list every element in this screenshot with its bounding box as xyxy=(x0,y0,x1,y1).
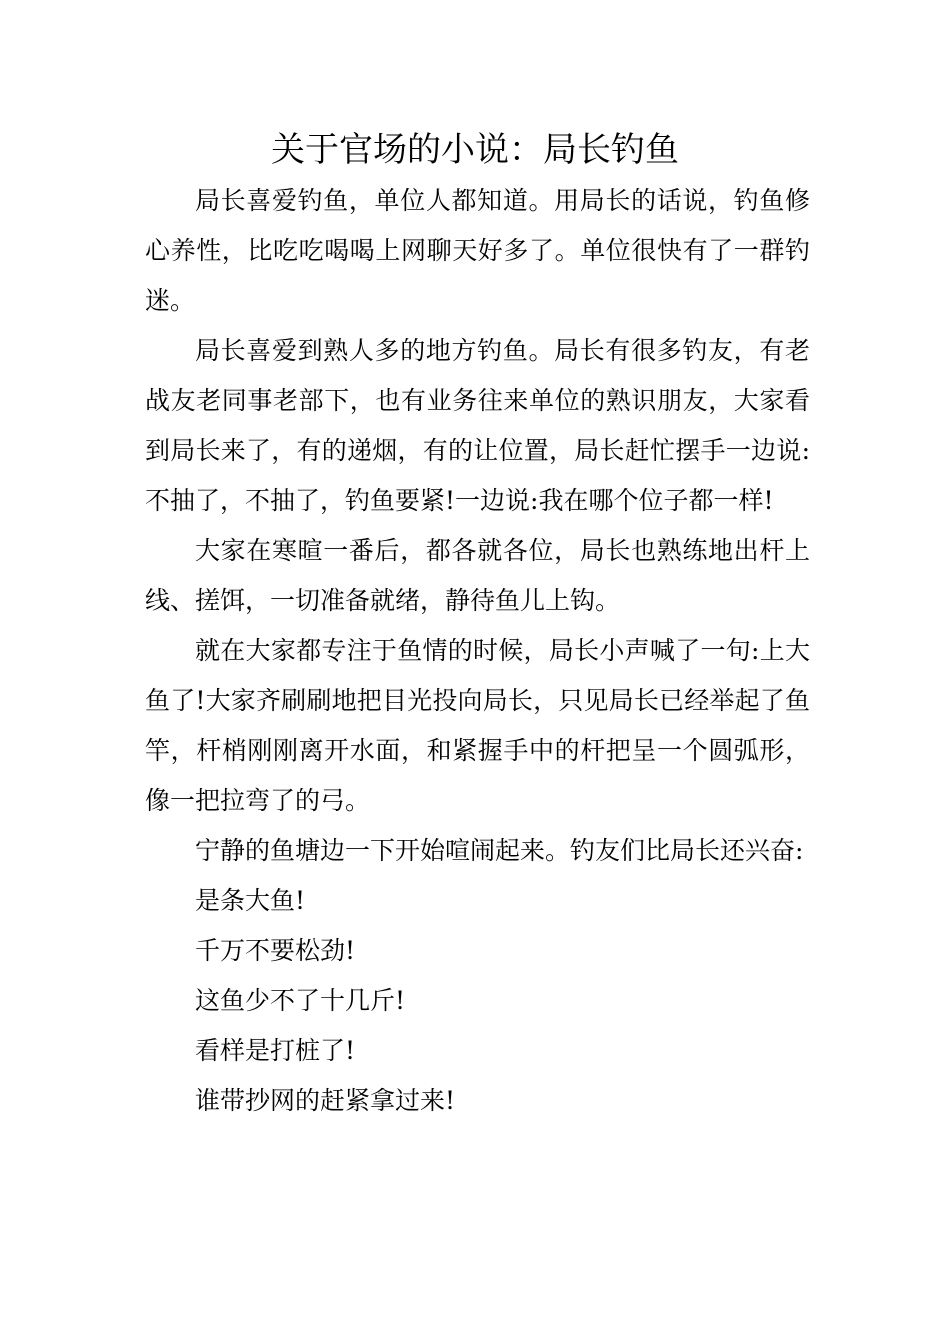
paragraph: 就在大家都专注于鱼情的时候，局长小声喊了一句:上大鱼了!大家齐刷刷地把目光投向局长，只见局长已经举起了鱼竿，杆梢刚刚离开水面，和紧握手中的杆把呈一个圆弧形，像一把拉弯了的弓。 xyxy=(145,636,810,815)
dialogue-line: 看样是打桩了! xyxy=(195,1036,356,1065)
dialogue-line: 千万不要松劲! xyxy=(195,936,356,965)
dialogue-line: 是条大鱼! xyxy=(195,886,306,915)
document-title: 关于官场的小说：局长钓鱼 xyxy=(271,130,679,170)
paragraph: 宁静的鱼塘边一下开始喧闹起来。钓友们比局长还兴奋: xyxy=(195,836,804,865)
document-body xyxy=(145,176,810,1126)
paragraph: 局长喜爱到熟人多的地方钓鱼。局长有很多钓友，有老战友老同事老部下，也有业务往来单位的熟识朋友，大家看到局长来了，有的递烟，有的让位置，局长赶忙摆手一边说:不抽了，不抽了，钓鱼要紧!一边说:我在哪个位子都一样! xyxy=(145,336,810,515)
paragraph: 局长喜爱钓鱼，单位人都知道。用局长的话说，钓鱼修心养性，比吃吃喝喝上网聊天好多了。单位很快有了一群钓迷。 xyxy=(145,186,810,315)
dialogue-line: 这鱼少不了十几斤! xyxy=(195,986,406,1015)
paragraph: 大家在寒暄一番后，都各就各位，局长也熟练地出杆上线、搓饵，一切准备就绪，静待鱼儿上钩。 xyxy=(145,536,810,615)
dialogue-line: 谁带抄网的赶紧拿过来! xyxy=(195,1086,456,1115)
